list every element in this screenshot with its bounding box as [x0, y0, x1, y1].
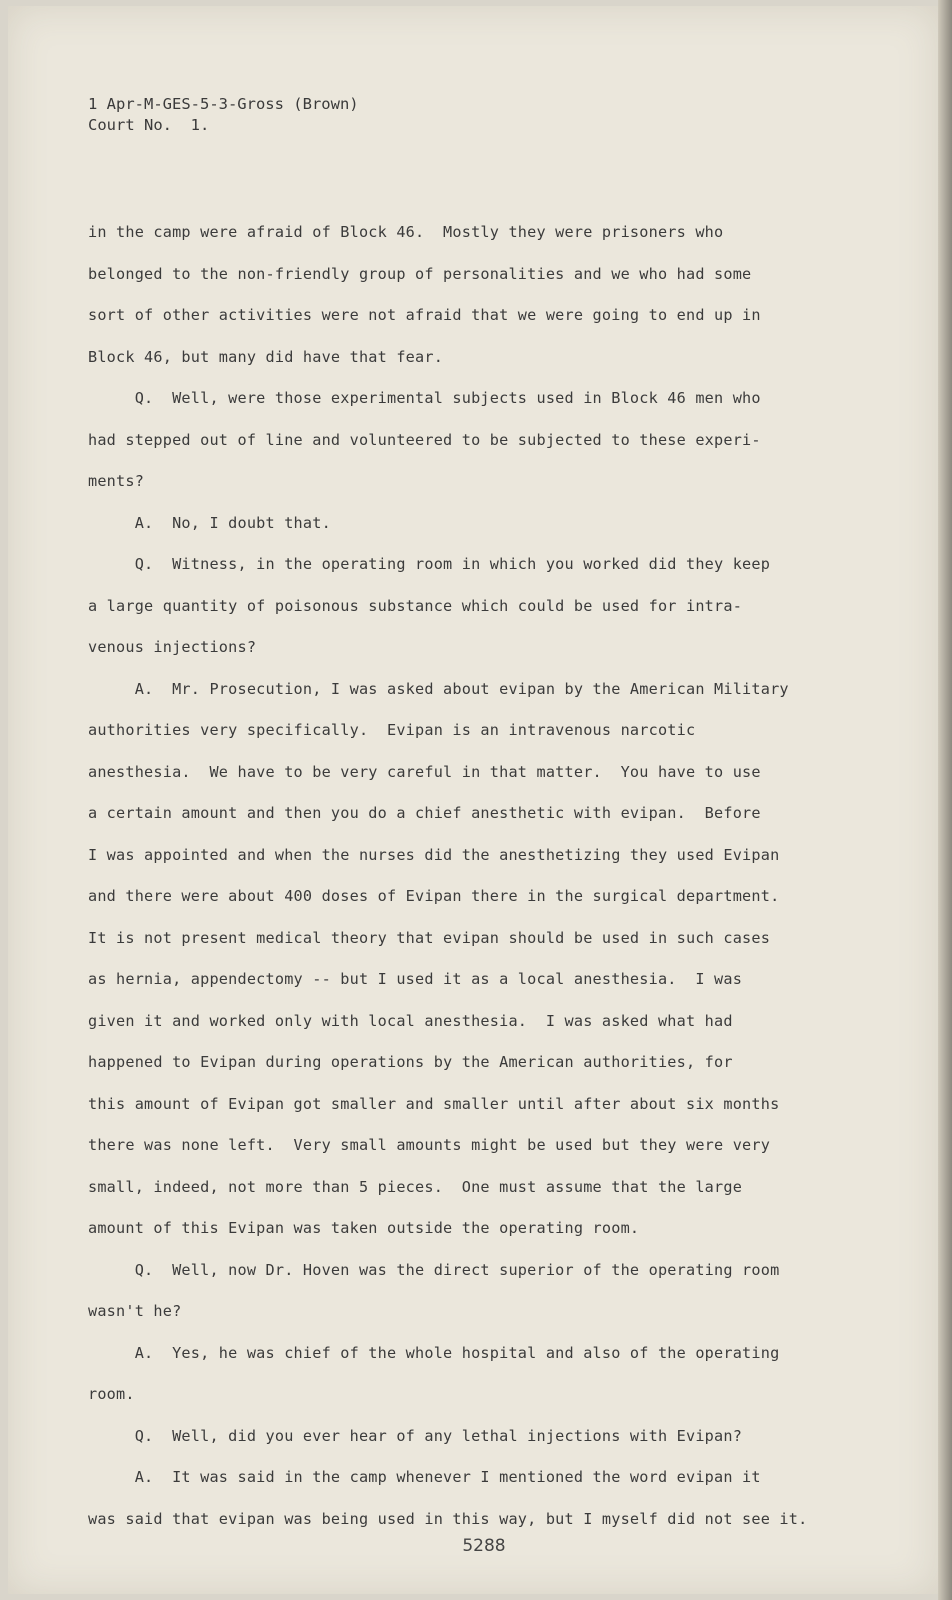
transcript-line: Block 46, but many did have that fear. — [88, 347, 444, 366]
transcript-line: in the camp were afraid of Block 46. Mostly they were prisoners who — [88, 223, 724, 241]
transcript-line: room. — [88, 1385, 135, 1403]
transcript-line: anesthesia. We have to be very careful in that matter. You have to use — [88, 762, 761, 781]
transcript-line: A. Yes, he was chief of the whole hospital and also of the operating — [88, 1343, 780, 1362]
transcript-line: A. Mr. Prosecution, I was asked about evipan by the American Military — [88, 679, 789, 698]
transcript-line: Q. Well, now Dr. Hoven was the direct superior of the operating room — [88, 1260, 780, 1279]
transcript-line: wasn't he? — [88, 1302, 182, 1320]
document-header — [88, 94, 359, 136]
transcript-line: happened to Evipan during operations by the American authorities, for — [88, 1053, 733, 1071]
transcript-line: A. No, I doubt that. — [88, 513, 331, 532]
page-edge — [938, 0, 952, 1600]
transcript-line: authorities very specifically. Evipan is an intravenous narcotic — [88, 721, 696, 739]
transcript-line: was said that evipan was being used in this way, but I myself did not see it. — [88, 1509, 808, 1528]
transcript-line: as hernia, appendectomy -- but I used it as a local anesthesia. I was — [88, 970, 743, 988]
document-page — [8, 6, 938, 1594]
transcript-line: given it and worked only with local anesthesia. I was asked what had — [88, 1011, 733, 1030]
transcript-line: ments? — [88, 472, 145, 490]
transcript-line: a large quantity of poisonous substance which could be used for intra- — [88, 596, 743, 615]
transcript-line: a certain amount and then you do a chief anesthetic with evipan. Before — [88, 804, 761, 822]
case-reference: 1 Apr-M-GES-5-3-Gross (Brown) — [88, 95, 359, 113]
transcript-line: I was appointed and when the nurses did the anesthetizing they used Evipan — [88, 845, 780, 864]
transcript-line: and there were about 400 doses of Evipan there in the surgical department. — [88, 887, 780, 905]
transcript-line: venous injections? — [88, 638, 257, 656]
transcript-line: this amount of Evipan got smaller and smaller until after about six months — [88, 1094, 780, 1113]
transcript-line: sort of other activities were not afraid that we were going to end up in — [88, 306, 761, 324]
transcript-line: A. It was said in the camp whenever I mentioned the word evipan it — [88, 1468, 761, 1486]
transcript-line: Q. Well, were those experimental subjects used in Block 46 men who — [88, 389, 761, 407]
transcript-line: small, indeed, not more than 5 pieces. One must assume that the large — [88, 1177, 743, 1196]
transcript-line: Q. Well, did you ever hear of any lethal injections with Evipan? — [88, 1426, 743, 1445]
transcript-line: belonged to the non-friendly group of personalities and we who had some — [88, 264, 752, 283]
transcript-body — [88, 212, 888, 1540]
transcript-line: amount of this Evipan was taken outside the operating room. — [88, 1219, 640, 1237]
transcript-line: Q. Witness, in the operating room in which you worked did they keep — [88, 555, 771, 573]
transcript-line: It is not present medical theory that evipan should be used in such cases — [88, 928, 771, 947]
page-number: 5288 — [462, 1536, 506, 1556]
transcript-line: had stepped out of line and volunteered to be subjected to these experi- — [88, 430, 761, 449]
transcript-line: there was none left. Very small amounts might be used but they were very — [88, 1136, 771, 1154]
court-number: Court No. 1. — [88, 116, 210, 134]
